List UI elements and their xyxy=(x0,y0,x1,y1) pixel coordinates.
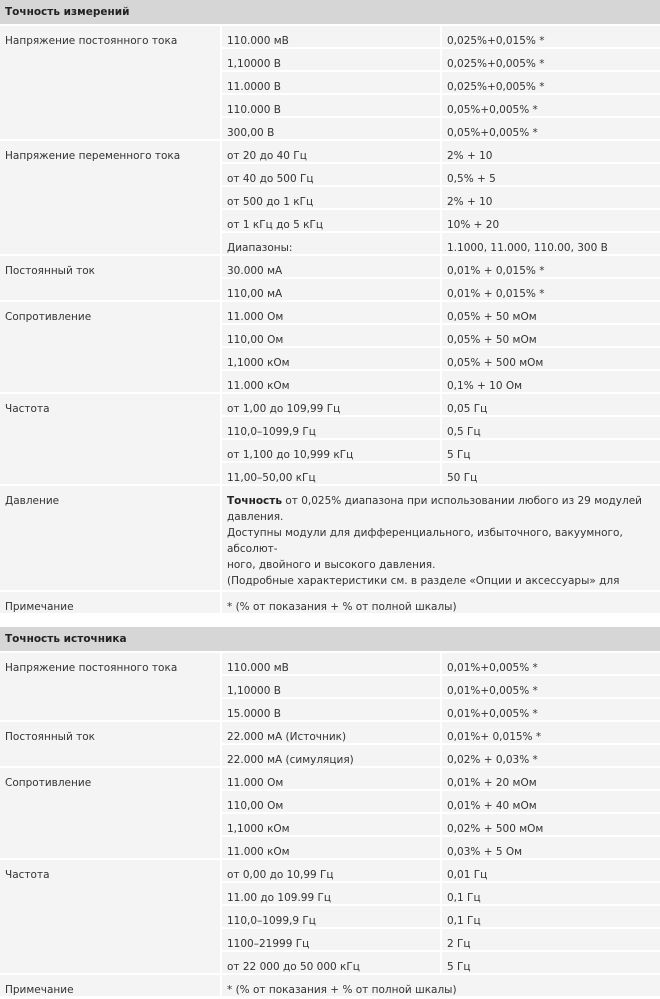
note-text: * (% от показания + % от полной шкалы) xyxy=(227,601,457,613)
range-cell xyxy=(222,118,440,139)
pressure-text: (Подробные характеристики см. в разделе «Опции и аксессуары» для xyxy=(227,575,620,587)
note-label: Примечание xyxy=(5,984,74,996)
accuracy-value: 0,01% + 0,015% * xyxy=(447,288,545,300)
accuracy-cell xyxy=(442,279,660,300)
accuracy-value: 0,01%+0,005% * xyxy=(447,708,538,720)
accuracy-cell xyxy=(442,745,660,766)
range-value: 11.0000 В xyxy=(227,81,281,93)
accuracy-cell xyxy=(442,906,660,927)
range-value: 110.000 мВ xyxy=(227,35,289,47)
accuracy-cell xyxy=(442,210,660,231)
range-value: 110,00 Ом xyxy=(227,800,284,812)
pressure-label-cell xyxy=(0,486,220,590)
accuracy-value: 10% + 20 xyxy=(447,219,500,231)
accuracy-value: 0,01%+ 0,015% * xyxy=(447,731,542,743)
accuracy-value: 0,1 Гц xyxy=(447,915,481,927)
param-label-cell xyxy=(0,860,220,973)
range-value: 11.000 Ом xyxy=(227,311,284,323)
accuracy-cell xyxy=(442,118,660,139)
range-cell xyxy=(222,676,440,697)
param-label: Постоянный ток xyxy=(5,265,96,277)
range-cell xyxy=(222,417,440,438)
accuracy-cell xyxy=(442,929,660,950)
range-value: 1,1000 кОм xyxy=(227,823,290,835)
range-cell xyxy=(222,791,440,812)
range-cell xyxy=(222,187,440,208)
range-value: 110,00 мА xyxy=(227,288,283,300)
range-value: Диапазоны: xyxy=(227,242,293,254)
accuracy-cell xyxy=(442,860,660,881)
range-value: 11.000 Ом xyxy=(227,777,284,789)
note-label-cell xyxy=(0,975,220,996)
range-value: 110.000 В xyxy=(227,104,281,116)
accuracy-cell xyxy=(442,440,660,461)
accuracy-value: 0,02% + 0,03% * xyxy=(447,754,538,766)
accuracy-value: 0,05 Гц xyxy=(447,403,488,415)
range-value: 110,0–1099,9 Гц xyxy=(227,915,316,927)
range-value: 15.0000 В xyxy=(227,708,281,720)
accuracy-value: 5 Гц xyxy=(447,449,471,461)
range-cell xyxy=(222,164,440,185)
accuracy-cell xyxy=(442,141,660,162)
accuracy-value: 0,01%+0,005% * xyxy=(447,685,538,697)
accuracy-cell xyxy=(442,233,660,254)
param-label-cell xyxy=(0,256,220,300)
pressure-label: Давление xyxy=(5,495,60,507)
accuracy-value: 5 Гц xyxy=(447,961,471,973)
param-label-cell xyxy=(0,26,220,139)
range-value: 110.000 мВ xyxy=(227,662,289,674)
accuracy-value: 0,025%+0,005% * xyxy=(447,58,545,70)
range-cell xyxy=(222,860,440,881)
accuracy-value: 0,05%+0,005% * xyxy=(447,104,538,116)
param-label: Напряжение постоянного тока xyxy=(5,35,178,47)
range-cell xyxy=(222,302,440,323)
accuracy-value: 0,03% + 5 Ом xyxy=(447,846,523,858)
range-cell xyxy=(222,883,440,904)
range-cell xyxy=(222,837,440,858)
range-value: от 40 до 500 Гц xyxy=(227,173,314,185)
range-cell xyxy=(222,49,440,70)
range-cell xyxy=(222,325,440,346)
pressure-bold: Точность xyxy=(227,495,283,507)
accuracy-value: 50 Гц xyxy=(447,472,478,484)
range-cell xyxy=(222,233,440,254)
range-cell xyxy=(222,929,440,950)
range-cell xyxy=(222,440,440,461)
range-cell xyxy=(222,72,440,93)
range-value: 11.00 до 109.99 Гц xyxy=(227,892,332,904)
accuracy-value: 0,05% + 500 мОм xyxy=(447,357,544,369)
accuracy-cell xyxy=(442,837,660,858)
accuracy-value: 0,05%+0,005% * xyxy=(447,127,538,139)
range-value: 22.000 мА (Источник) xyxy=(227,731,347,743)
range-value: 1,10000 В xyxy=(227,58,281,70)
param-label-cell xyxy=(0,141,220,254)
range-value: от 22 000 до 50 000 кГц xyxy=(227,961,360,973)
accuracy-value: 0,1% + 10 Ом xyxy=(447,380,523,392)
section-title: Точность измерений xyxy=(0,0,660,24)
range-cell xyxy=(222,348,440,369)
param-label-cell xyxy=(0,722,220,766)
accuracy-value: 2 Гц xyxy=(447,938,471,950)
accuracy-cell xyxy=(442,394,660,415)
range-value: от 1 кГц до 5 кГц xyxy=(227,219,324,231)
range-value: от 0,00 до 10,99 Гц xyxy=(227,869,334,881)
note-text: * (% от показания + % от полной шкалы) xyxy=(227,984,457,996)
accuracy-value: 0,01% + 0,015% * xyxy=(447,265,545,277)
note-text-cell xyxy=(222,975,660,996)
pressure-text: давления. xyxy=(227,511,284,523)
range-value: от 1,100 до 10,999 кГц xyxy=(227,449,354,461)
param-label-cell xyxy=(0,394,220,484)
range-value: 1,10000 В xyxy=(227,685,281,697)
range-value: 22.000 мА (симуляция) xyxy=(227,754,354,766)
pressure-text: Доступны модули для дифференциального, избыточного, вакуумного, абсолют- xyxy=(227,527,623,555)
range-cell xyxy=(222,814,440,835)
accuracy-cell xyxy=(442,164,660,185)
accuracy-cell xyxy=(442,768,660,789)
range-value: от 20 до 40 Гц xyxy=(227,150,307,162)
range-cell xyxy=(222,95,440,116)
accuracy-cell xyxy=(442,187,660,208)
range-cell xyxy=(222,371,440,392)
range-cell xyxy=(222,768,440,789)
range-value: 11,00–50,00 кГц xyxy=(227,472,316,484)
accuracy-value: 0,01%+0,005% * xyxy=(447,662,538,674)
param-label: Частота xyxy=(5,869,50,881)
param-label: Сопротивление xyxy=(5,311,92,323)
accuracy-cell xyxy=(442,722,660,743)
range-cell xyxy=(222,722,440,743)
range-cell xyxy=(222,394,440,415)
accuracy-cell xyxy=(442,883,660,904)
range-cell xyxy=(222,256,440,277)
pressure-text: ного, двойного и высокого давления. xyxy=(227,559,436,571)
accuracy-value: 0,1 Гц xyxy=(447,892,481,904)
range-cell xyxy=(222,699,440,720)
accuracy-cell xyxy=(442,26,660,47)
range-cell xyxy=(222,210,440,231)
range-value: от 500 до 1 кГц xyxy=(227,196,314,208)
accuracy-cell xyxy=(442,463,660,484)
accuracy-cell xyxy=(442,49,660,70)
accuracy-cell xyxy=(442,95,660,116)
range-value: 110,0–1099,9 Гц xyxy=(227,426,316,438)
range-value: 1,1000 кОм xyxy=(227,357,290,369)
param-label: Сопротивление xyxy=(5,777,92,789)
range-value: 1100–21999 Гц xyxy=(227,938,310,950)
accuracy-value: 0,05% + 50 мОм xyxy=(447,334,537,346)
note-text-cell xyxy=(222,592,660,613)
section-title: Точность источника xyxy=(0,627,660,651)
accuracy-cell xyxy=(442,653,660,674)
param-label-cell xyxy=(0,768,220,858)
range-cell xyxy=(222,26,440,47)
accuracy-cell xyxy=(442,371,660,392)
param-label: Напряжение переменного тока xyxy=(5,150,181,162)
param-label: Постоянный ток xyxy=(5,731,96,743)
accuracy-value: 1.1000, 11.000, 110.00, 300 В xyxy=(447,242,608,254)
note-label: Примечание xyxy=(5,601,74,613)
param-label: Напряжение постоянного тока xyxy=(5,662,178,674)
accuracy-value: 0,01% + 20 мОм xyxy=(447,777,537,789)
range-cell xyxy=(222,463,440,484)
range-value: 11.000 кОм xyxy=(227,846,290,858)
accuracy-value: 0,5% + 5 xyxy=(447,173,496,185)
accuracy-value: 0,05% + 50 мОм xyxy=(447,311,537,323)
accuracy-cell xyxy=(442,952,660,973)
param-label-cell xyxy=(0,302,220,392)
range-cell xyxy=(222,141,440,162)
accuracy-value: 0,025%+0,015% * xyxy=(447,35,545,47)
note-label-cell xyxy=(0,592,220,613)
accuracy-value: 2% + 10 xyxy=(447,196,493,208)
accuracy-cell xyxy=(442,814,660,835)
pressure-text: от 0,025% диапазона при использовании любого из 29 модулей xyxy=(282,495,643,507)
pressure-text-cell xyxy=(222,486,660,590)
range-value: от 1,00 до 109,99 Гц xyxy=(227,403,341,415)
accuracy-value: 2% + 10 xyxy=(447,150,493,162)
accuracy-cell xyxy=(442,417,660,438)
param-label-cell xyxy=(0,653,220,720)
range-cell xyxy=(222,745,440,766)
range-value: 30.000 мА xyxy=(227,265,283,277)
range-cell xyxy=(222,653,440,674)
accuracy-cell xyxy=(442,676,660,697)
range-cell xyxy=(222,906,440,927)
accuracy-cell xyxy=(442,699,660,720)
accuracy-cell xyxy=(442,72,660,93)
accuracy-cell xyxy=(442,791,660,812)
accuracy-cell xyxy=(442,325,660,346)
accuracy-value: 0,01 Гц xyxy=(447,869,488,881)
accuracy-cell xyxy=(442,348,660,369)
range-value: 110,00 Ом xyxy=(227,334,284,346)
accuracy-value: 0,025%+0,005% * xyxy=(447,81,545,93)
param-label: Частота xyxy=(5,403,50,415)
accuracy-value: 0,5 Гц xyxy=(447,426,481,438)
range-cell xyxy=(222,279,440,300)
accuracy-value: 0,01% + 40 мОм xyxy=(447,800,537,812)
accuracy-cell xyxy=(442,302,660,323)
range-value: 300,00 В xyxy=(227,127,275,139)
accuracy-value: 0,02% + 500 мОм xyxy=(447,823,544,835)
accuracy-cell xyxy=(442,256,660,277)
range-value: 11.000 кОм xyxy=(227,380,290,392)
range-cell xyxy=(222,952,440,973)
